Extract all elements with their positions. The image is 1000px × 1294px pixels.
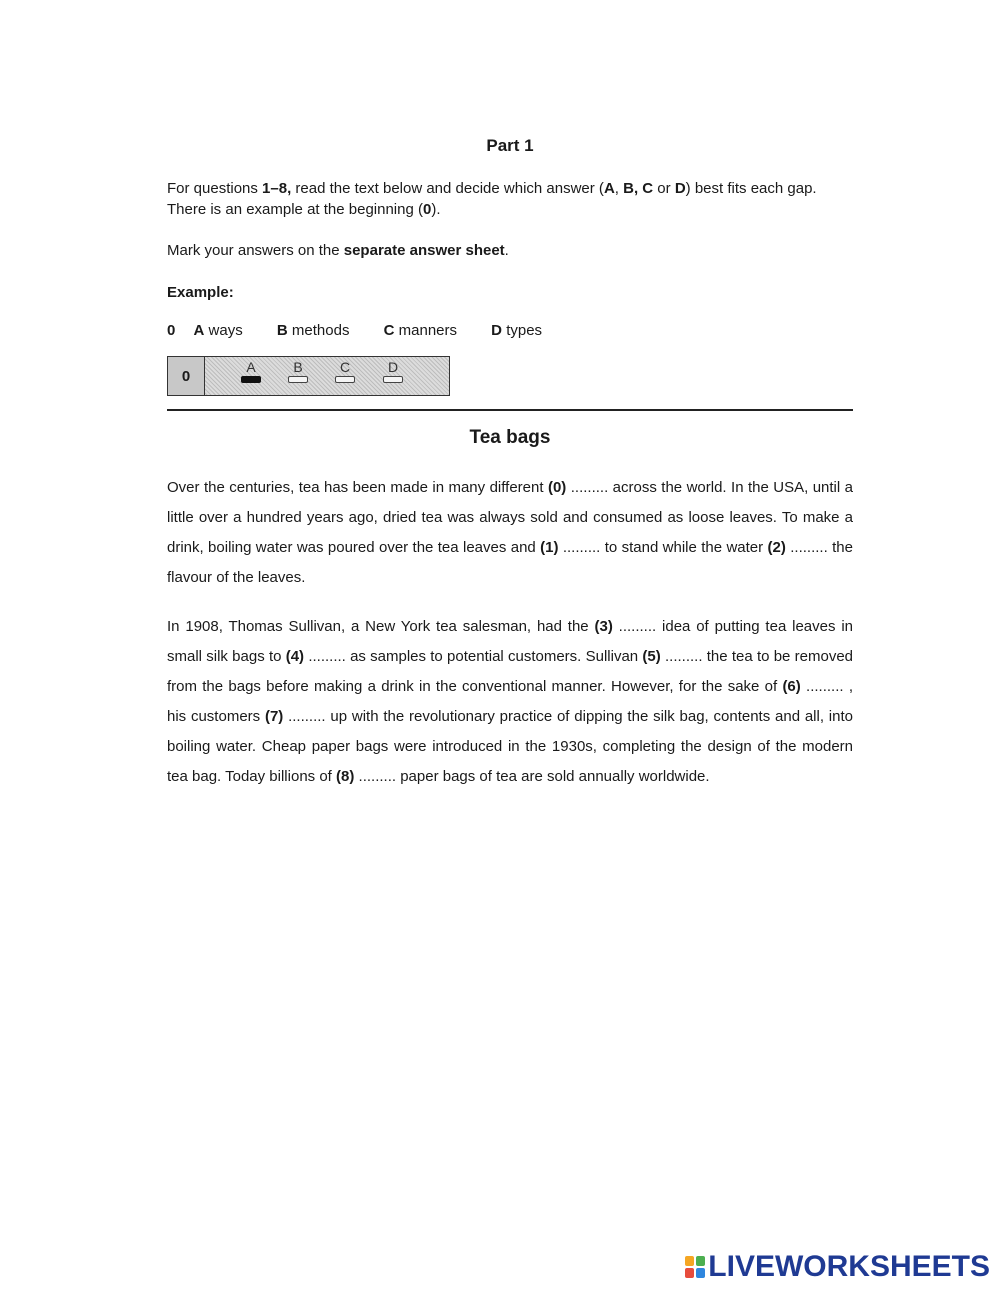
- answer-bubble-c: [335, 376, 355, 383]
- answer-bubble-b: [288, 376, 308, 383]
- example-answer-box: [167, 356, 450, 396]
- answer-column-d: D: [381, 359, 405, 383]
- paragraph-text: Over the centuries, tea has been made in many different: [167, 479, 548, 496]
- gap-marker: (4): [285, 648, 305, 665]
- answer-column-a: A: [239, 359, 263, 383]
- option-d: D types: [491, 322, 543, 339]
- gap-marker: (8): [336, 768, 355, 785]
- answer-sheet-instruction: Mark your answers on the separate answer sheet.: [167, 242, 509, 259]
- example-options: [167, 322, 542, 339]
- gap-marker: (5): [642, 648, 661, 665]
- option-b: B methods: [276, 322, 350, 339]
- example-label: Example:: [167, 284, 234, 301]
- brand-logo: [685, 1250, 990, 1284]
- answer-bubble-a: [241, 376, 261, 383]
- gap-marker: (7): [264, 708, 284, 725]
- logo-tile-4: [696, 1268, 705, 1278]
- option-a: A ways: [193, 322, 243, 339]
- gap-marker: (2): [767, 539, 786, 556]
- paragraph-text: ......... paper bags of tea are sold annually worldwide.: [354, 768, 710, 785]
- paragraph-text: ......... across the world. In the USA, until a little over a hundred years ago, dried tea was always sold and consumed as loose leaves. To make a drink, boiling water was poured over the tea leaves and: [167, 479, 853, 556]
- logo-tile-2: [696, 1256, 705, 1266]
- paragraph-text: ......... idea of putting tea leaves in small silk bags to: [167, 618, 853, 665]
- brand-name: LIVEWORKSHEETS: [708, 1250, 990, 1283]
- answer-bubble-d: [383, 376, 403, 383]
- example-number: 0: [167, 322, 176, 339]
- gap-marker: (6): [782, 678, 801, 695]
- instructions: For questions 1–8, read the text below and decide which answer (A, B, C or D) best fits each gap. There is an example at the beginning (0).: [167, 180, 817, 218]
- answer-box-number: 0: [168, 357, 205, 395]
- answer-column-c: C: [333, 359, 357, 383]
- logo-tile-1: [685, 1256, 694, 1266]
- liveworksheets-logo-icon: [685, 1256, 705, 1278]
- gap-marker: (3): [594, 618, 613, 635]
- story-paragraph-2: [167, 612, 853, 792]
- paragraph-text: ......... to stand while the water: [558, 539, 768, 556]
- paragraph-text: ......... up with the revolutionary practice of dipping the silk bag, contents and all, into boiling water. Cheap paper bags were introduced in the 1930s, completing the design of the modern tea bag. Today billions of: [167, 708, 853, 785]
- paragraph-text: In 1908, Thomas Sullivan, a New York tea salesman, had the: [167, 618, 595, 635]
- answer-column-b: B: [286, 359, 310, 383]
- divider: [167, 409, 853, 411]
- logo-tile-3: [685, 1268, 694, 1278]
- paragraph-text: ......... , his customers: [167, 678, 853, 725]
- gap-marker: (0): [547, 479, 567, 496]
- option-c: C manners: [383, 322, 457, 339]
- paragraph-text: ......... the tea to be removed from the bags before making a drink in the conventional manner. However, for the sake of: [167, 648, 854, 695]
- part-title: Part 1: [486, 136, 534, 155]
- gap-marker: (1): [540, 539, 559, 556]
- paragraph-text: ......... the flavour of the leaves.: [167, 539, 853, 586]
- paragraph-text: ......... as samples to potential customers. Sullivan: [304, 648, 643, 665]
- story-title: Tea bags: [469, 427, 551, 448]
- story-paragraph-1: [167, 473, 853, 593]
